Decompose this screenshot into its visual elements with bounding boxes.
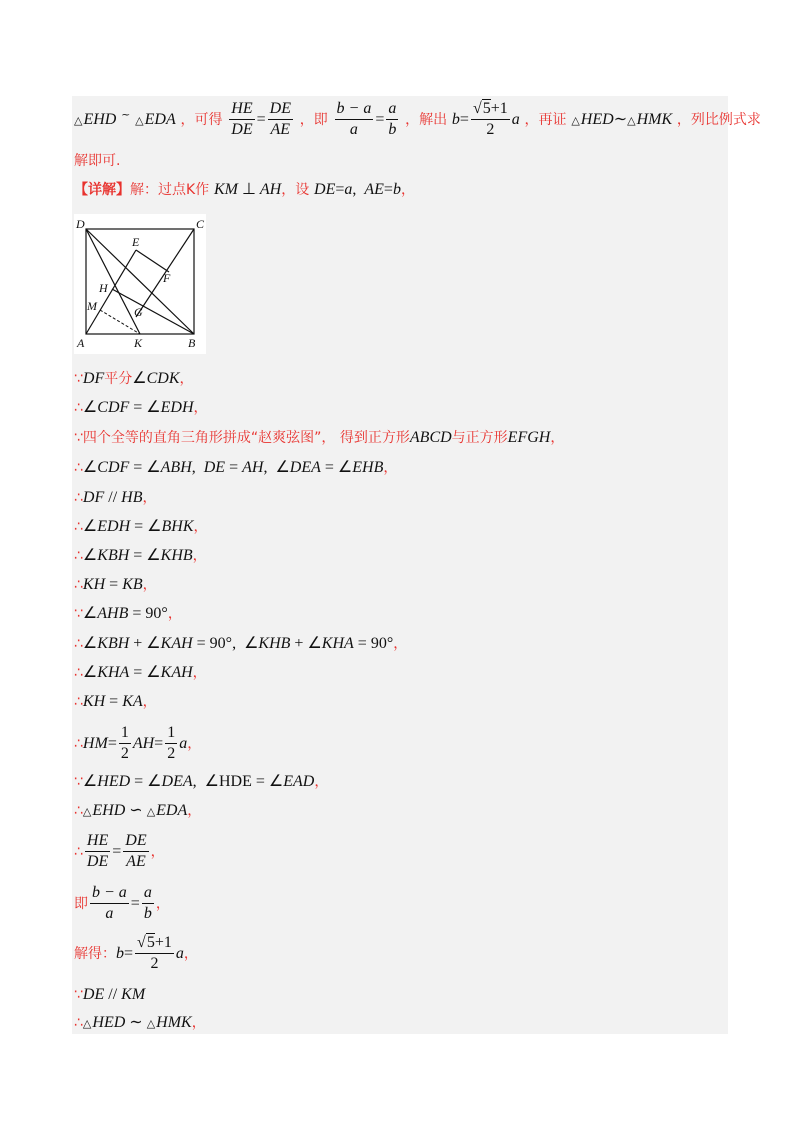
label-c: C — [196, 217, 205, 231]
step-5: ∴DF // HB， — [74, 489, 157, 506]
step-2: ∴∠CDF = ∠EDH， — [74, 399, 208, 416]
step-9: ∵∠AHB = 90°， — [74, 605, 182, 622]
label-m: M — [87, 299, 97, 313]
step-17: 即 $\frac{b - a}{a}$ = $\frac{a}{b}$ ， — [74, 884, 170, 923]
label-h: H — [99, 281, 108, 295]
label-g: G — [134, 305, 143, 319]
hint-line-1: △EHD ~ △EDA ，可得 $\frac{HE}{DE}$ = $\frac{DE}{AE}$ ，即 $\frac{b - a}{a}$ = $\frac{a}{b}$ ，解出 b= $\frac{√5+1}{2}$ a ，再证 △HED∼△HMK ，列比例式求 — [74, 100, 761, 139]
label-e: E — [132, 235, 140, 249]
step-3: ∵四个全等的直角三角形拼成“赵爽弦图”， 得到正方形ABCD与正方形EFGH， — [74, 429, 565, 446]
label-a: A — [77, 336, 85, 350]
detail-heading: 【详解】解：过点K作 KM ⊥ AH，设 DE=a, AE=b， — [74, 181, 415, 198]
label-k: K — [134, 336, 143, 350]
step-1: ∵DF平分∠CDK， — [74, 370, 194, 387]
step-15: ∴△EHD ∽ △EDA， — [74, 802, 202, 819]
label-b: B — [188, 336, 196, 350]
step-7: ∴∠KBH = ∠KHB， — [74, 547, 207, 564]
label-d: D — [76, 217, 85, 231]
geometry-figure — [74, 214, 206, 354]
step-12: ∴KH = KA， — [74, 693, 157, 710]
step-8: ∴KH = KB， — [74, 576, 157, 593]
step-11: ∴∠KHA = ∠KAH， — [74, 664, 207, 681]
step-4: ∴∠CDF = ∠ABH, DE = AH, ∠DEA = ∠EHB， — [74, 459, 398, 476]
step-18: 解得：b= $\frac{√5+1}{2}$ a， — [74, 934, 198, 973]
step-16: ∴ $\frac{HE}{DE}$ = $\frac{DE}{AE}$ ， — [74, 832, 165, 871]
label-f: F — [163, 271, 171, 285]
hint-line-2: 解即可. — [74, 153, 121, 169]
step-13: ∴HM= $\frac{1}{2}$ AH= $\frac{1}{2}$ a， — [74, 724, 202, 763]
step-19: ∵DE // KM — [74, 986, 146, 1003]
step-14: ∵∠HED = ∠DEA, ∠HDE = ∠EAD， — [74, 773, 329, 790]
step-20: ∴△HED ∼ △HMK， — [74, 1014, 206, 1031]
step-10: ∴∠KBH + ∠KAH = 90°, ∠KHB + ∠KHA = 90°， — [74, 635, 408, 652]
step-6: ∴∠EDH = ∠BHK， — [74, 518, 208, 535]
